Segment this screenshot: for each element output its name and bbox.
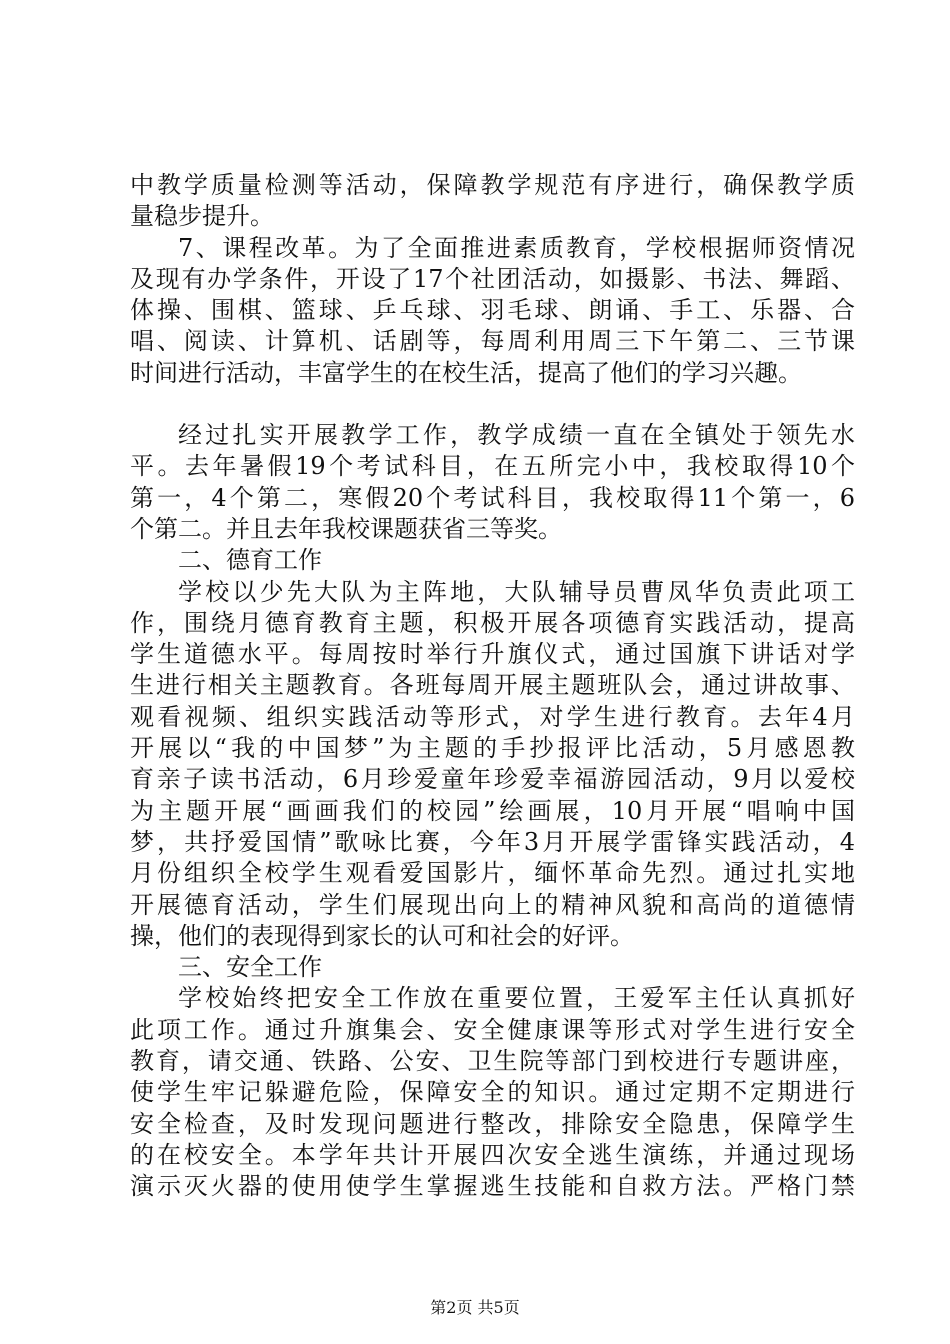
text-line: 平。去年暑假19个考试科目，在五所完小中，我校取得10个	[130, 452, 855, 481]
section-heading-moral-education	[130, 545, 855, 576]
text-line: 安全检查，及时发现问题进行整改，排除安全隐患，保障学生	[130, 1109, 855, 1138]
text-line: 此项工作。通过升旗集会、安全健康课等形式对学生进行安全	[130, 1015, 855, 1044]
text-line: 为主题开展“画画我们的校园”绘画展，10月开展“唱响中国	[130, 796, 855, 825]
text-line: 经过扎实开展教学工作，教学成绩一直在全镇处于领先水	[178, 421, 855, 450]
text-line: 7、课程改革。为了全面推进素质教育，学校根据师资情况	[178, 233, 855, 262]
paragraph	[130, 983, 855, 1202]
paragraph	[130, 577, 855, 953]
paragraph-gap	[130, 389, 855, 420]
paragraph	[130, 170, 855, 233]
text-line: 量稳步提升。	[130, 202, 274, 231]
text-line: 第一，4个第二，寒假20个考试科目，我校取得11个第一，6	[130, 483, 855, 512]
text-line: 生进行相关主题教育。各班每周开展主题班队会，通过讲故事、	[130, 671, 855, 700]
text-line: 育亲子读书活动，6月珍爱童年珍爱幸福游园活动，9月以爱校	[130, 765, 855, 794]
text-line: 操，他们的表现得到家长的认可和社会的好评。	[130, 921, 634, 950]
section-heading-safety	[130, 952, 855, 983]
text-line: 体操、围棋、篮球、乒乓球、羽毛球、朗诵、手工、乐器、合	[130, 296, 855, 325]
text-line: 中教学质量检测等活动，保障教学规范有序进行，确保教学质	[130, 171, 855, 199]
paragraph	[130, 420, 855, 545]
text-line: 作，围绕月德育教育主题，积极开展各项德育实践活动，提高	[130, 608, 855, 637]
document-body	[130, 170, 855, 1203]
text-line: 个第二。并且去年我校课题获省三等奖。	[130, 514, 562, 543]
text-line: 演示灭火器的使用使学生掌握逃生技能和自救方法。严格门禁	[130, 1172, 855, 1201]
text-line: 唱、阅读、计算机、话剧等，每周利用周三下午第二、三节课	[130, 327, 855, 356]
text-line: 使学生牢记躲避危险，保障安全的知识。通过定期不定期进行	[130, 1078, 855, 1107]
text-line: 开展德育活动，学生们展现出向上的精神风貌和高尚的道德情	[130, 890, 855, 919]
text-line: 学生道德水平。每周按时举行升旗仪式，通过国旗下讲话对学	[130, 640, 855, 669]
text-line: 梦，共抒爱国情”歌咏比赛，今年3月开展学雷锋实践活动，4	[130, 827, 855, 856]
text-line: 开展以“我的中国梦”为主题的手抄报评比活动，5月感恩教	[130, 734, 855, 763]
text-line: 的在校安全。本学年共计开展四次安全逃生演练，并通过现场	[130, 1140, 855, 1169]
page-footer	[0, 1298, 950, 1318]
section-heading: 二、德育工作	[178, 546, 322, 575]
text-line: 学校始终把安全工作放在重要位置，王爱军主任认真抓好	[178, 984, 855, 1013]
text-line: 学校以少先大队为主阵地，大队辅导员曹凤华负责此项工	[178, 577, 855, 606]
text-line: 时间进行活动，丰富学生的在校生活，提高了他们的学习兴趣。	[130, 358, 802, 387]
text-line: 教育，请交通、铁路、公安、卫生院等部门到校进行专题讲座，	[130, 1047, 855, 1076]
paragraph	[130, 233, 855, 389]
text-line: 及现有办学条件，开设了17个社团活动，如摄影、书法、舞蹈、	[130, 264, 855, 293]
page-number: 第2页 共5页	[430, 1298, 520, 1317]
section-heading: 三、安全工作	[178, 953, 322, 982]
text-line: 观看视频、组织实践活动等形式，对学生进行教育。去年4月	[130, 702, 855, 731]
text-line: 月份组织全校学生观看爱国影片，缅怀革命先烈。通过扎实地	[130, 859, 855, 888]
